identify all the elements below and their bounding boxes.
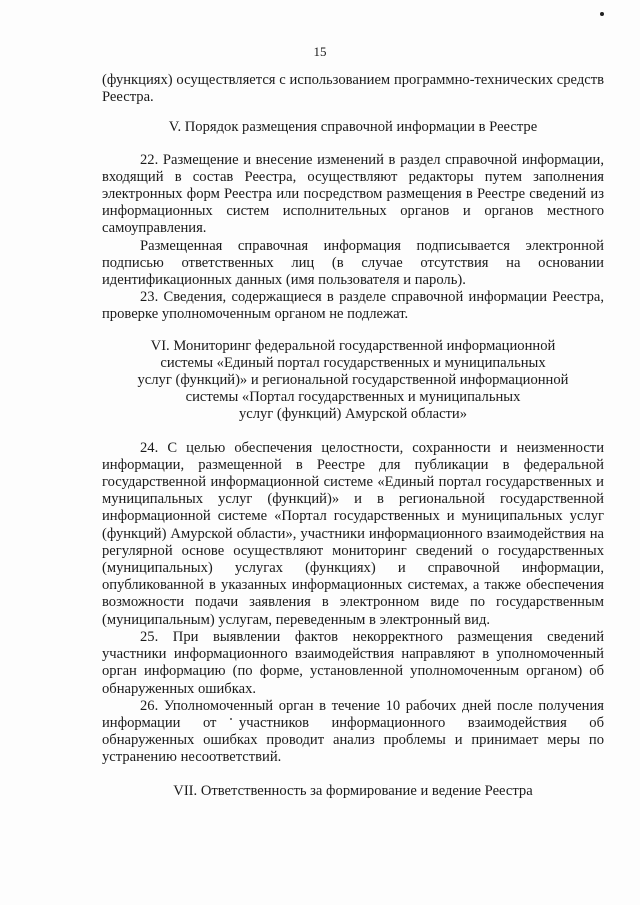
paragraph-23: 23. Сведения, содержащиеся в разделе справочной информации Реестра, проверке уполномоченным органом не подлежат. — [102, 289, 604, 323]
section-7-heading: VII. Ответственность за формирование и ведение Реестра — [173, 782, 533, 799]
section-6-heading-line: услуг (функций)» и региональной государственной информационной — [137, 372, 569, 389]
section-6-heading — [102, 338, 604, 424]
paragraph-24: 24. С целью обеспечения целостности, сохранности и неизменности информации, размещенной в Реестре для публикации в федеральной государственной информационной системе «Единый портал государственных и муниципальных услуг (функций)» и в региональной государственной информационной системе «Портал государственных и муниципальных услуг (функций) Амурской области», участники информационного взаимодействия на регулярной основе осуществляют мониторинг сведений о государственных (муниципальных) услугах (функциях) и справочной информации, опубликованной в указанных информационных системах, а также обеспечения возможности подачи заявления в электронном виде по государственным (муниципальным) услугам, переведенным в электронный вид. — [102, 439, 604, 628]
section-6-heading-line: системы «Портал государственных и муниципальных — [185, 389, 521, 406]
paragraph-26: 26. Уполномоченный орган в течение 10 рабочих дней после получения информации от участников информационного взаимодействия об обнаруженных ошибках проводит анализ проблемы и принимает меры по устранению несоответствий. — [102, 697, 604, 766]
section-6-heading-line: услуг (функций) Амурской области» — [238, 406, 468, 423]
paragraph-25: 25. При выявлении фактов некорректного размещения сведений участники информационного взаимодействия направляют в уполномоченный орган информацию (по форме, установленной уполномоченным органом) об обнаруженных ошибках. — [102, 628, 604, 697]
intro-paragraph: (функциях) осуществляется с использованием программно-технических средств Реестра. — [102, 72, 604, 106]
section-6-heading-line: VI. Мониторинг федеральной государственной информационной — [150, 337, 556, 354]
section-5-heading: V. Порядок размещения справочной информации в Реестре — [168, 119, 538, 136]
section-6-heading-line: системы «Единый портал государственных и муниципальных — [160, 354, 546, 371]
paragraph-22-signature: Размещенная справочная информация подписывается электронной подписью ответственных лиц (в случае отсутствия на основании идентификационных данных (имя пользователя и пароль). — [102, 237, 604, 289]
page-number: 15 — [313, 44, 327, 59]
scan-mark — [600, 12, 604, 16]
document-body — [102, 72, 604, 800]
paragraph-22: 22. Размещение и внесение изменений в раздел справочной информации, входящий в состав Реестра, осуществляют редакторы путем заполнения электронных форм Реестра или посредством размещения в Реестре сведений из информационных систем исполнительных органов и органов местного самоуправления. — [102, 151, 604, 237]
